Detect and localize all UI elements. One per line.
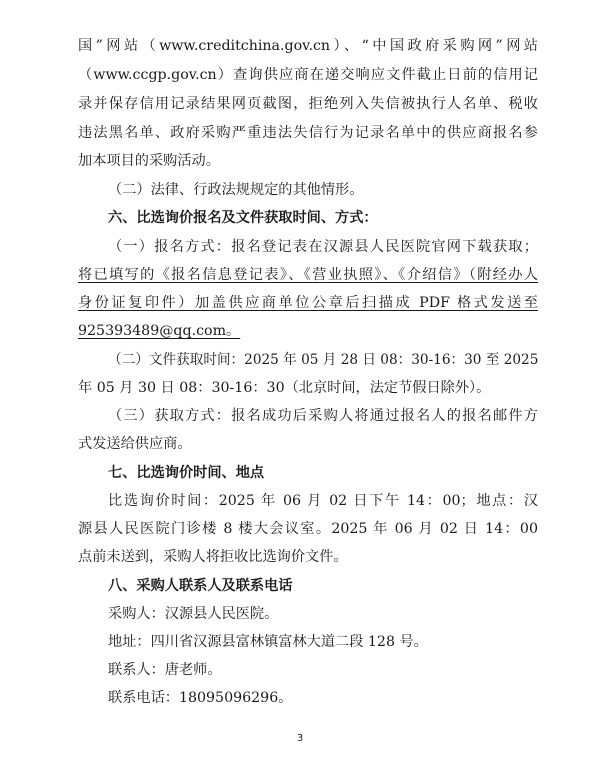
section-heading: 六、比选询价报名及文件获取时间、方式： [108,210,378,226]
text-line: 点前未送到，采购人将拒收比选询价文件。 [78,549,348,565]
text-line: 式发送给供应商。 [78,436,192,452]
text-line: （一）报名方式：报名登记表在汉源县人民医院官网下载获取； [108,239,538,255]
text-line: 地址：四川省汉源县富林镇富林大道二段 128 号。 [108,634,428,650]
text-line-underlined: 身份证复印件）加盖供应商单位公章后扫描成 PDF 格式发送至 [78,295,538,311]
text-line: （www.ccgp.gov.cn）查询供应商在递交响应文件截止日前的信用记 [78,67,538,83]
text-line: 源县人民医院门诊楼 8 楼大会议室。2025 年 06 月 02 日 14：00 [78,521,538,537]
text-line: 年 05 月 30 日 08：30-16：30（北京时间，法定节假日除外）。 [78,380,491,396]
text-line: 比选询价时间：2025 年 06 月 02 日下午 14：00；地点：汉 [108,493,538,509]
text-line: 录并保存信用记录结果网页截图，拒绝列入失信被执行人名单、税收 [78,96,538,112]
section-heading: 八、采购人联系人及联系电话 [108,578,293,594]
page-number: 3 [296,733,304,744]
text-line: （二）文件获取时间：2025 年 05 月 28 日 08：30-16：30 至 2025 [108,352,539,368]
text-line: 联系人：唐老师。 [108,662,222,678]
text-line: （二）法律、行政法规规定的其他情形。 [108,182,364,198]
section-heading: 七、比选询价时间、地点 [108,465,265,481]
text-line: 违法黑名单、政府采购严重违法失信行为记录名单中的供应商报名参 [78,125,538,141]
text-line: 联系电话：18095096296。 [108,690,293,706]
email-address: 925393489@qq.com。 [78,323,241,339]
text-line: 国”网站（www.creditchina.gov.cn）、“中国政府采购网”网站 [78,38,538,54]
text-line: 加本项目的采购活动。 [78,153,220,169]
text-line-underlined: 将已填写的《报名信息登记表》、《营业执照》、《介绍信》（附经办人 [78,267,538,283]
text-line: （三）获取方式：报名成功后采购人将通过报名人的报名邮件方 [108,408,538,424]
text-line: 采购人：汉源县人民医院。 [108,606,279,622]
